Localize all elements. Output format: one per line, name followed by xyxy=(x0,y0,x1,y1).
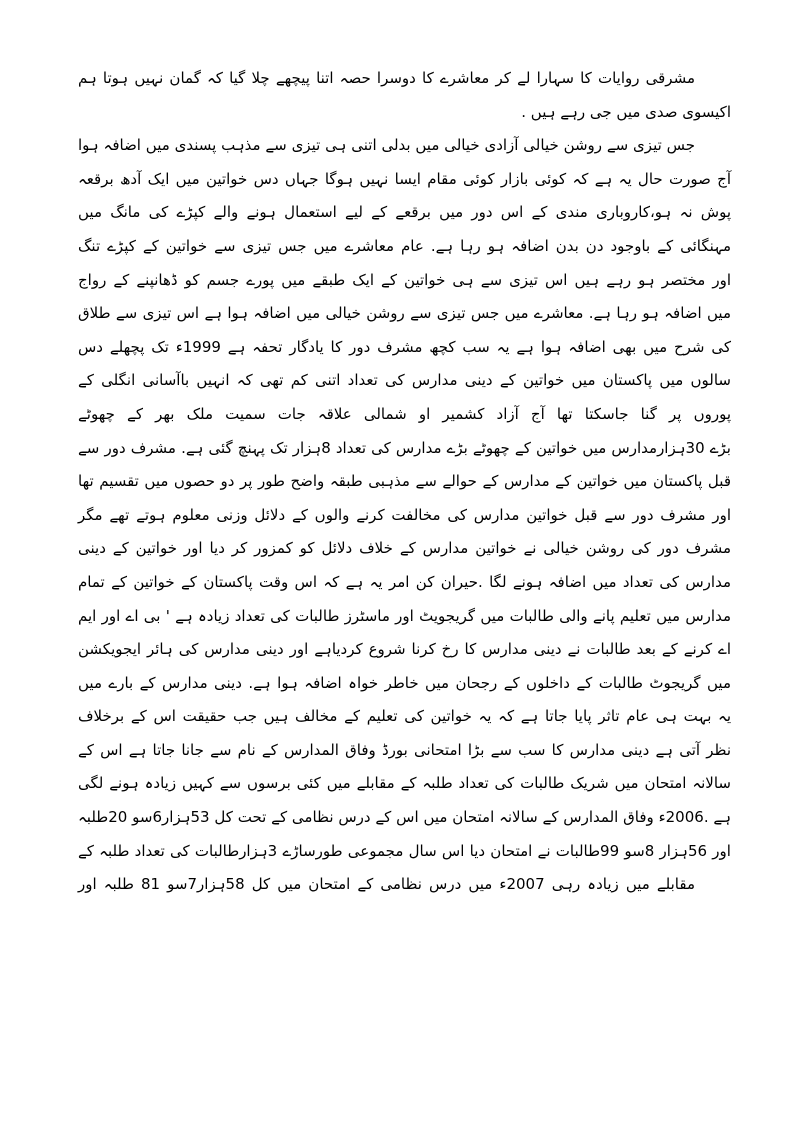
text-line: سالوں میں پاکستان میں خواتین کے دینی مدارس کی تعداد اتنی کم تھی کہ انہیں باآسانی انگلی کے xyxy=(78,371,731,390)
text-line: اور مختصر ہو رہے ہیں اس تیزی سے ہی خواتین کے ایک طبقے میں پورے جسم کو ڈھانپنے کے رواج xyxy=(78,270,731,289)
text-line: ہے .2006ء وفاق المدارس کے سالانہ امتحان میں اس کے درس نظامی کے تحت کل 53ہزار6سو 20طلبہ xyxy=(78,808,731,827)
text-line: پوروں پر گنا جاسکتا تھا آج آزاد کشمیر او شمالی علاقہ جات سمیت ملک بھر کے چھوٹے xyxy=(78,404,731,423)
text-line: مہنگائی کے باوجود دن بدن اضافہ ہو رہا ہے. عام معاشرے میں جس تیزی سے خواتین کے کپڑے تنگ xyxy=(78,236,731,255)
text-line: میں اضافہ ہو رہا ہے. معاشرے میں جس تیزی سے روشن خیالی میں اضافہ ہوا ہے اس تیزی سے طلاق xyxy=(78,304,731,323)
text-line: سالانہ امتحان میں شریک طالبات کی تعداد طلبہ کے مقابلے میں کئی برسوں سے کہیں زیادہ ہونے لگی xyxy=(78,774,731,793)
text-line: کی شرح میں بھی اضافہ ہوا ہے یہ سب کچھ مشرف دور کا یادگار تحفہ ہے 1999ء تک پچھلے دس xyxy=(78,337,731,356)
text-line: میں گریجوٹ طالبات کے داخلوں کے رجحان میں خاطر خواہ اضافہ ہوا ہے. دینی مدارس کے بارے میں xyxy=(78,673,731,692)
text-line: مدارس میں تعلیم پانے والی طالبات میں گریجویٹ اور ماسٹرز طالبات کی تعداد زیادہ ہے ' بی اے اور ایم xyxy=(78,606,731,625)
body-text xyxy=(78,62,731,902)
text-line: نظر آتی ہے دینی مدارس کا سب سے بڑا امتحانی بورڈ وفاق المدارس کے نام سے جانا جاتا ہے اس کے xyxy=(78,740,731,759)
text-line: مشرقی روایات کا سہارا لے کر معاشرے کا دوسرا حصہ اتنا پیچھے چلا گیا کہ گمان نہیں ہوتا ہم xyxy=(78,69,695,87)
text-line: اور 56ہزار 8سو 99طالبات نے امتحان دیا اس سال مجموعی طورساڑے 3ہزارطالبات کی تعداد طلبہ کے xyxy=(78,841,731,860)
text-line: قبل پاکستان میں خواتین کے مدارس کے حوالے سے مذہبی طبقہ واضح طور پر دو حصوں میں تقسیم تھا xyxy=(78,472,731,491)
text-line: پوش نہ ہو،کاروباری مندی کے اس دور میں برقعے کے لیے استعمال ہونے والے کپڑے کی مانگ میں xyxy=(78,203,731,222)
text-line: اے کرنے کے بعد طالبات نے دینی مدارس کا رخ کرنا شروع کردیاہے اور دینی مدارس کی ہائر ایجویکشن xyxy=(78,640,731,659)
text-line: مدارس کی تعداد میں اضافہ ہونے لگا .حیران کن امر یہ ہے کہ اس وقت پاکستان کے خواتین کے تمام xyxy=(78,572,731,591)
text-line: جس تیزی سے روشن خیالی آزادی خیالی میں بدلی اتنی ہی تیزی سے مذہب پسندی میں اضافہ ہوا xyxy=(78,136,695,155)
text-line: مقابلے میں زیادہ رہی 2007ء میں درس نظامی کے امتحان میں کل 58ہزار7سو 81 طلبہ اور xyxy=(78,875,695,894)
text-line: مشرف دور کی روشن خیالی نے خواتین مدارس کے خلاف دلائل کو کمزور کر دیا اور خواتین کے دینی xyxy=(78,539,731,558)
text-line: یہ بہت ہی عام تاثر پایا جاتا ہے کہ یہ خواتین کی تعلیم کے مخالف ہیں جب حقیقت اس کے برخلاف xyxy=(78,707,731,726)
text-line: بڑے 30ہزارمدارس میں خواتین کے چھوٹے بڑے مدارس کی تعداد 8ہزار تک پہنچ گئی ہے. مشرف دور سے xyxy=(78,438,731,457)
text-line: آج صورت حال یہ ہے کہ کوئی بازار کوئی مقام ایسا نہیں ہوگا جہاں دس خواتین میں ایک آدھ برقعہ xyxy=(78,169,731,188)
text-line: اکیسوی صدی میں جی رہے ہیں . xyxy=(521,102,731,121)
text-line: اور مشرف دور سے قبل خواتین مدارس کی مخالفت کرنے والوں کے دلائل وزنی معلوم ہوتے تھے مگر xyxy=(78,505,731,524)
